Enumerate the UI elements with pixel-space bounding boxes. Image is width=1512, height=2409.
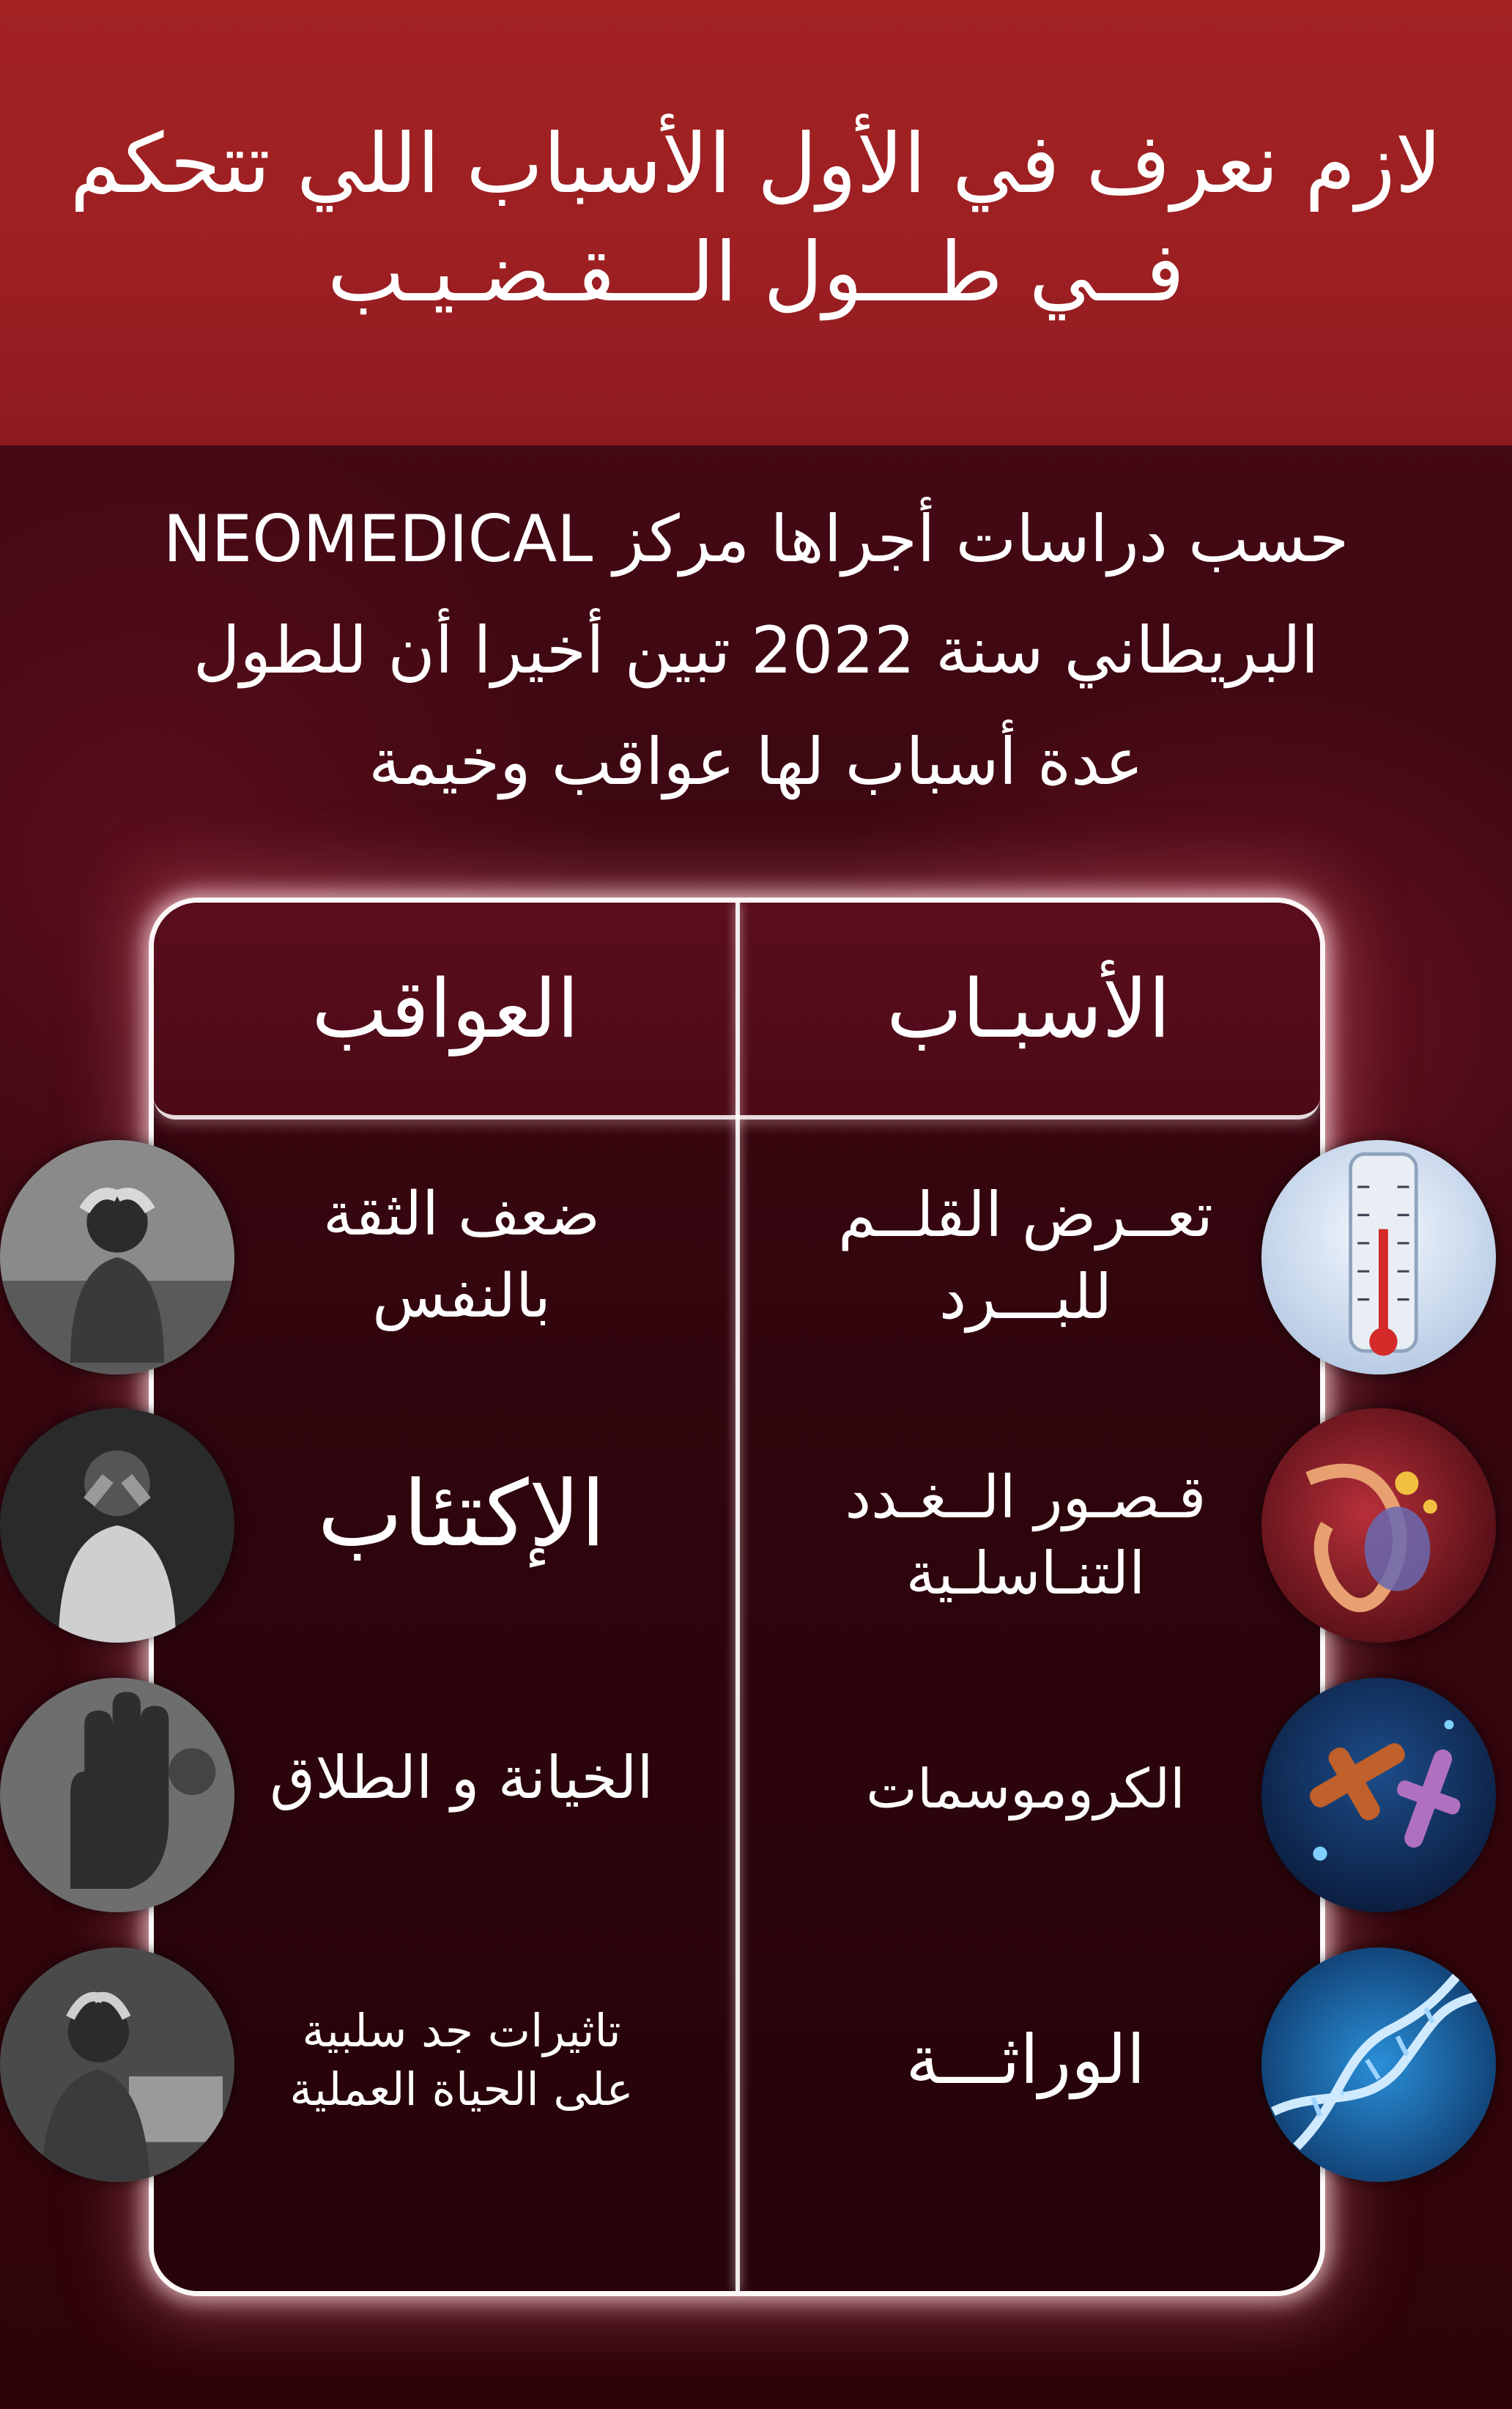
consequence-low-confidence: ضعف الثقة بالنفس	[322, 1180, 601, 1331]
causes-consequences-table	[154, 903, 1320, 2291]
cause-heredity: الوراثـــة	[905, 2021, 1146, 2099]
stop-hand-icon	[0, 1678, 234, 1912]
distressed-person-icon	[0, 1140, 234, 1374]
consequence-depression: الإكتئاب	[317, 1462, 606, 1567]
intro-text: حسب دراسات أجراها مركز NEOMEDICAL البريطاني سنة 2022 تبين أخيرا أن للطول عدة أسباب لها عواقب وخيمة	[163, 501, 1349, 799]
cause-cold-exposure: تعــرض القلــم للبـــرد	[837, 1179, 1214, 1333]
column-divider	[735, 903, 740, 2291]
cause-chromosomes: الكروموسمات	[866, 1758, 1185, 1821]
thermometer-icon	[1261, 1140, 1496, 1374]
cause-gland-deficiency: قـصـور الــغـدد التنـاسلـية	[845, 1463, 1207, 1607]
consequence-betrayal-divorce: الخيانة و الطلاق	[270, 1744, 653, 1812]
dna-icon	[1261, 1947, 1496, 2182]
gland-icon	[1261, 1408, 1496, 1643]
chromosome-icon	[1261, 1678, 1496, 1912]
stressed-worker-icon	[0, 1947, 234, 2182]
title-banner	[0, 0, 1512, 445]
causes-header: الأسبـاب	[886, 962, 1171, 1056]
page-title: لازم نعرف في الأول الأسباب اللي تتحكم فــي طـــول الـــقـضـيـب	[70, 116, 1442, 320]
consequence-work-life-effects: تاثيرات جد سلبية على الحياة العملية	[289, 2004, 634, 2116]
depressed-person-icon	[0, 1408, 234, 1643]
consequences-header: العواقب	[311, 962, 579, 1056]
